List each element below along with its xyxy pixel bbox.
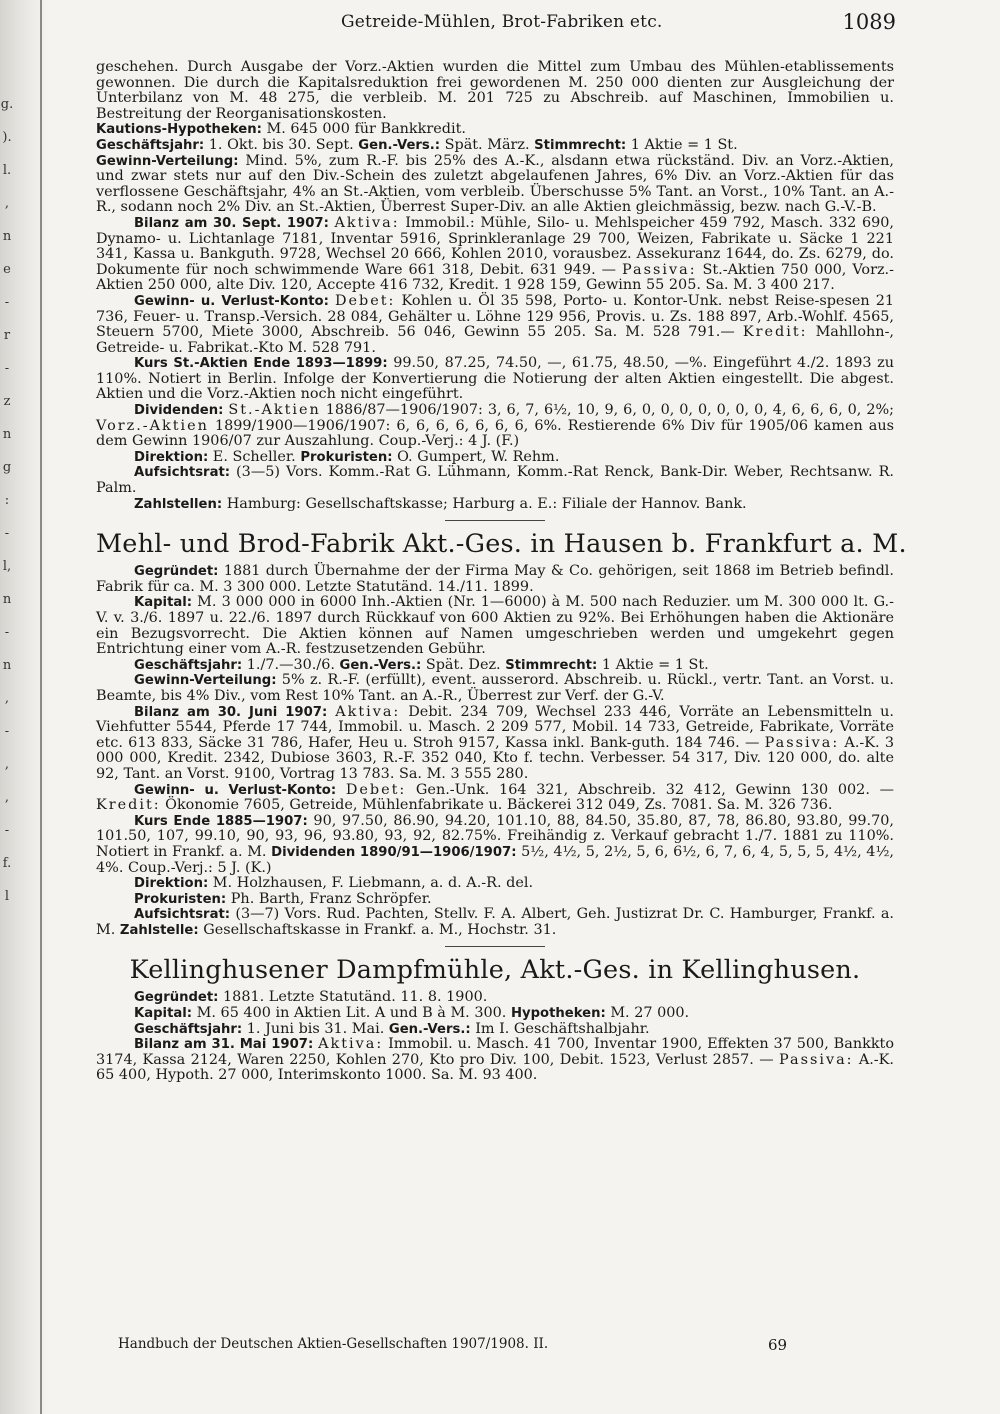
prokuristen: Prokuristen: Ph. Barth, Franz Schröpfer. xyxy=(134,890,432,907)
gutter-fragment: , xyxy=(4,691,10,706)
gutter-fragment: - xyxy=(4,361,10,376)
page-content xyxy=(96,59,907,1084)
gewinn-verlust-konto: Gewinn- u. Verlust-Konto: Debet: Gen.-Unk. 164 321, Abschreib. 32 412, Gewinn 130 002. — Kredit: Ökonomie 7605, Getreide, Mühlenfabrikate u. Bäckerei 312 049, Zs. 7081. Sa. M. 326 736. xyxy=(96,781,895,814)
company-title: Kellinghusener Dampfmühle, Akt.-Ges. in Kellinghusen. xyxy=(129,955,861,986)
kautions-hypotheken: Kautions-Hypotheken: M. 645 000 für Bankkredit. xyxy=(96,121,466,138)
bilanz: Bilanz am 30. Sept. 1907: Aktiva: Immobil.: Mühle, Silo- u. Mehlspeicher 459 792, Masch. 332 690, Dynamo- u. Lichtanlage 7181, Inventar 5916, Sprinkleranlage 29 700, Weizen, Fabrikate u. Säcke 1 221 341, Kassa u. Bankguth. 9728, Wechsel 20 666, Kohlen 2010, vorausbez. Assekuranz 1644, do. Zs. 6279, do. Dokumente für noch schwimmende Ware 661 318, Debit. 631 949. — Passiva: St.-Aktien 750 000, Vorz.-Aktien 250 000, alte Div. 120, Accepte 416 732, Kredit. 1 928 159, Gewinn 55 205. Sa. M. 3 400 217. xyxy=(96,214,894,294)
gutter-fragment: z xyxy=(3,394,11,409)
gutter-fragment: g xyxy=(2,460,12,475)
footer-publication: Handbuch der Deutschen Aktien-Gesellschaften 1907/1908. II. xyxy=(118,1336,549,1352)
gutter-fragment: , xyxy=(4,790,10,805)
gutter-fragment: - xyxy=(4,526,10,541)
gutter-fragment: , xyxy=(4,196,10,211)
gutter-fragment: , xyxy=(4,757,10,772)
gutter-rule xyxy=(40,0,42,1414)
gutter-fragment: l, xyxy=(2,559,12,574)
zahlstellen: Zahlstellen: Hamburg: Gesellschaftskasse; Harburg a. E.: Filiale der Hannov. Bank. xyxy=(134,495,747,512)
gewinn-verlust-konto: Gewinn- u. Verlust-Konto: Debet: Kohlen u. Öl 35 598, Porto- u. Kontor-Unk. nebst Reise-spesen 21 736, Feuer- u. Transp.-Versich. 28 084, Gehälter u. Löhne 129 956, Provis. u. Zs. 188 897, Arb.-Wohlf. 4565, Steuern 5700, Miete 3000, Abschreib. 56 046, Gewinn 55 205. Sa. M. 528 791.— Kredit: Mahllohn-, Getreide- u. Fabrikat.-Kto M. 528 791. xyxy=(96,292,895,356)
gewinn-verteilung: Gewinn-Verteilung: Mind. 5%, zum R.-F. bis 25% des A.-K., alsdann etwa rückständ. Div. an Vorz.-Aktien, und zwar stets nur auf den Div.-Schein des zuletzt abgelaufenen Jahres, 6% Div. an Vorz.-Aktien für das verflossene Geschäftsjahr, 4% an St.-Aktien, vom verbleib. Überschusse 5% Tant. an Vorst., 10% Tant. an A.-R., sodann noch 2% Div. an St.-Aktien, Überrest Super-Div. an alle Aktien gleichmässig, bezw. nach G.-V.-B. xyxy=(96,152,894,216)
gegruendet: Gegründet: 1881. Letzte Statutänd. 11. 8. 1900. xyxy=(134,989,488,1006)
company-title: Mehl- und Brod-Fabrik Akt.-Ges. in Hausen b. Frankfurt a. M. xyxy=(96,529,907,560)
kurs: Kurs St.-Aktien Ende 1893—1899: 99.50, 87.25, 74.50, —, 61.75, 48.50, —%. Eingeführt 4./2. 1893 zu 110%. Notiert in Berlin. Infolge der Konvertierung die Notierung der alten Aktien eingestellt. Die abgest. Aktien und die Vorz.-Aktien noch nicht eingeführt. xyxy=(96,355,894,403)
entry-kellinghusener-dampfmuehle xyxy=(96,955,894,1084)
direktion: Direktion: E. Scheller. Prokuristen: O. Gumpert, W. Rehm. xyxy=(134,448,560,465)
gutter-fragment: - xyxy=(4,724,10,739)
gutter-fragment: f. xyxy=(2,856,12,871)
gutter-fragment: - xyxy=(4,625,10,640)
kapital: Kapital: M. 3 000 000 in 6000 Inh.-Aktien (Nr. 1—6000) à M. 500 nach Reduzier. um M. 300 000 lt. G.-V. v. 3./6. 1897 u. 22./6. 1897 durch Rückkauf von 600 Aktien zu 92%. Bei Erhöhungen haben die Aktionäre ein Bezugsvorrecht. Die Aktien können auf Namen umgeschrieben werden und umgekehrt gegen Entrichtung einer vom A.-R. festzusetzenden Gebühr. xyxy=(96,594,894,658)
gutter-fragment: n xyxy=(2,229,12,244)
gutter-fragment: n xyxy=(2,592,12,607)
entry-continuation xyxy=(96,60,894,512)
bilanz: Bilanz am 31. Mai 1907: Aktiva: Immobil. u. Masch. 41 700, Inventar 1900, Effekten 37 500, Bankkto 3174, Kassa 2124, Waren 2250, Kohlen 270, Kto pro Div. 100, Debit. 1523, Verlust 2857. — Passiva: A.-K. 65 400, Hypoth. 27 000, Interimskonto 1000. Sa. M. 93 400. xyxy=(96,1036,894,1084)
page-number: 1089 xyxy=(842,10,896,34)
section-divider xyxy=(445,520,545,521)
geschaeftsjahr-line: Geschäftsjahr: 1./7.—30./6. Gen.-Vers.: Spät. Dez. Stimmrecht: 1 Aktie = 1 St. xyxy=(134,656,709,673)
gutter-fragment: - xyxy=(4,823,10,838)
gutter-fragment: n xyxy=(2,427,12,442)
kapital: Kapital: M. 65 400 in Aktien Lit. A und B à M. 300. Hypotheken: M. 27 000. xyxy=(134,1005,690,1022)
gutter-fragment: r xyxy=(3,328,11,343)
kurs: Kurs Ende 1885—1907: 90, 97.50, 86.90, 94.20, 101.10, 88, 84.50, 35.80, 87, 78, 86.80, 93.80, 99.70, 101.50, 107, 99.10, 90, 93, 96, 93.80, 93, 92, 82.75%. Freihändig z. Verkauf gebracht 1./7. 1881 zu 110%. Notiert in Frankf. a. M. Dividenden 1890/91—1906/1907: 5½, 4½, 5, 2½, 5, 6, 6½, 6, 7, 6, 4, 5, 5, 5, 4½, 4½, 4%. Coup.-Verj.: 5 J. (K.) xyxy=(96,812,894,876)
gutter-fragment: - xyxy=(4,295,10,310)
gutter-fragment: l. xyxy=(2,163,12,178)
adjacent-page-fragments xyxy=(0,90,14,915)
gutter-fragment: e xyxy=(3,262,11,277)
dividenden: Dividenden: St.-Aktien 1886/87—1906/1907: 3, 6, 7, 6½, 10, 9, 6, 0, 0, 0, 0, 0, 0, 0, 4, 6, 6, 6, 0, 2%; Vorz.-Aktien 1899/1900—1906/1907: 6, 6, 6, 6, 6, 6, 6, 6%. Restierende 6% Div für 1905/06 kamen aus dem Gewinn 1906/07 zur Auszahlung. Coup.-Verj.: 4 J. (F.) xyxy=(96,402,894,450)
gutter-fragment: n xyxy=(2,658,12,673)
gutter-fragment: : xyxy=(4,493,10,508)
intro-paragraph: geschehen. Durch Ausgabe der Vorz.-Aktien wurden die Mittel zum Umbau des Mühlen-etablissements gewonnen. Die durch die Kapitalsreduktion frei gewordenen M. 250 000 dienten zur Ausgleichung der Unterbilanz von M. 48 275, die verbleib. M. 201 725 zu Abschreib. auf Maschinen, Immobilien u. Bestreitung der Reorganisationskosten. xyxy=(96,59,894,122)
gutter-fragment: ). xyxy=(2,130,12,145)
geschaeftsjahr-line: Geschäftsjahr: 1. Okt. bis 30. Sept. Gen.-Vers.: Spät. März. Stimmrecht: 1 Aktie = 1 St. xyxy=(96,136,738,153)
entry-mehl-brod-fabrik xyxy=(96,529,907,938)
running-header xyxy=(96,12,896,38)
gutter-fragment: g. xyxy=(0,97,14,112)
bilanz: Bilanz am 30. Juni 1907: Aktiva: Debit. 234 709, Wechsel 233 446, Vorräte an Lebensmitteln u. Viehfutter 5544, Pferde 17 744, Immobil. u. Masch. 2 209 577, Mobil. 14 733, Getreide, Fabrikate, Vorräte etc. 613 833, Säcke 31 786, Hafer, Heu u. Stroh 9157, Kassa inkl. Bank-guth. 184 746. — Passiva: A.-K. 3 000 000, Kredit. 2342, Dubiose 3603, R.-F. 352 040, Kto f. techn. Verbesser. 54 317, Div. 120 000, do. alte 92, Tant. an Vorst. 9100, Vortrag 13 783. Sa. M. 3 555 280. xyxy=(96,703,895,782)
header-title: Getreide-Mühlen, Brot-Fabriken etc. xyxy=(341,12,663,32)
gewinn-verteilung: Gewinn-Verteilung: 5% z. R.-F. (erfüllt), event. ausserord. Abschreib. u. Rückl., vertr. Tant. an Vorst. u. Beamte, bis 4% Div., vom Rest 10% Tant. an A.-R., Überrest zur Verf. der G.-V. xyxy=(96,672,894,704)
gutter-fragment: l xyxy=(4,889,10,904)
direktion: Direktion: M. Holzhausen, F. Liebmann, a. d. A.-R. del. xyxy=(134,875,534,892)
signature-number: 69 xyxy=(768,1336,788,1354)
aufsichtsrat: Aufsichtsrat: (3—5) Vors. Komm.-Rat G. Lühmann, Komm.-Rat Renck, Bank-Dir. Weber, Rechtsanw. R. Palm. xyxy=(96,464,894,497)
geschaeftsjahr-line: Geschäftsjahr: 1. Juni bis 31. Mai. Gen.-Vers.: Im I. Geschäftshalbjahr. xyxy=(134,1020,650,1037)
section-divider xyxy=(445,946,545,947)
aufsichtsrat: Aufsichtsrat: (3—7) Vors. Rud. Pachten, Stellv. F. A. Albert, Geh. Justizrat Dr. C. Hamburger, Frankf. a. M. Zahlstelle: Gesellschaftskasse in Frankf. a. M., Hochstr. 31. xyxy=(96,906,894,938)
gegruendet: Gegründet: 1881 durch Übernahme der der Firma May & Co. gehörigen, seit 1868 im Betrieb befindl. Fabrik für ca. M. 3 300 000. Letzte Statutänd. 14./11. 1899. xyxy=(96,563,894,595)
